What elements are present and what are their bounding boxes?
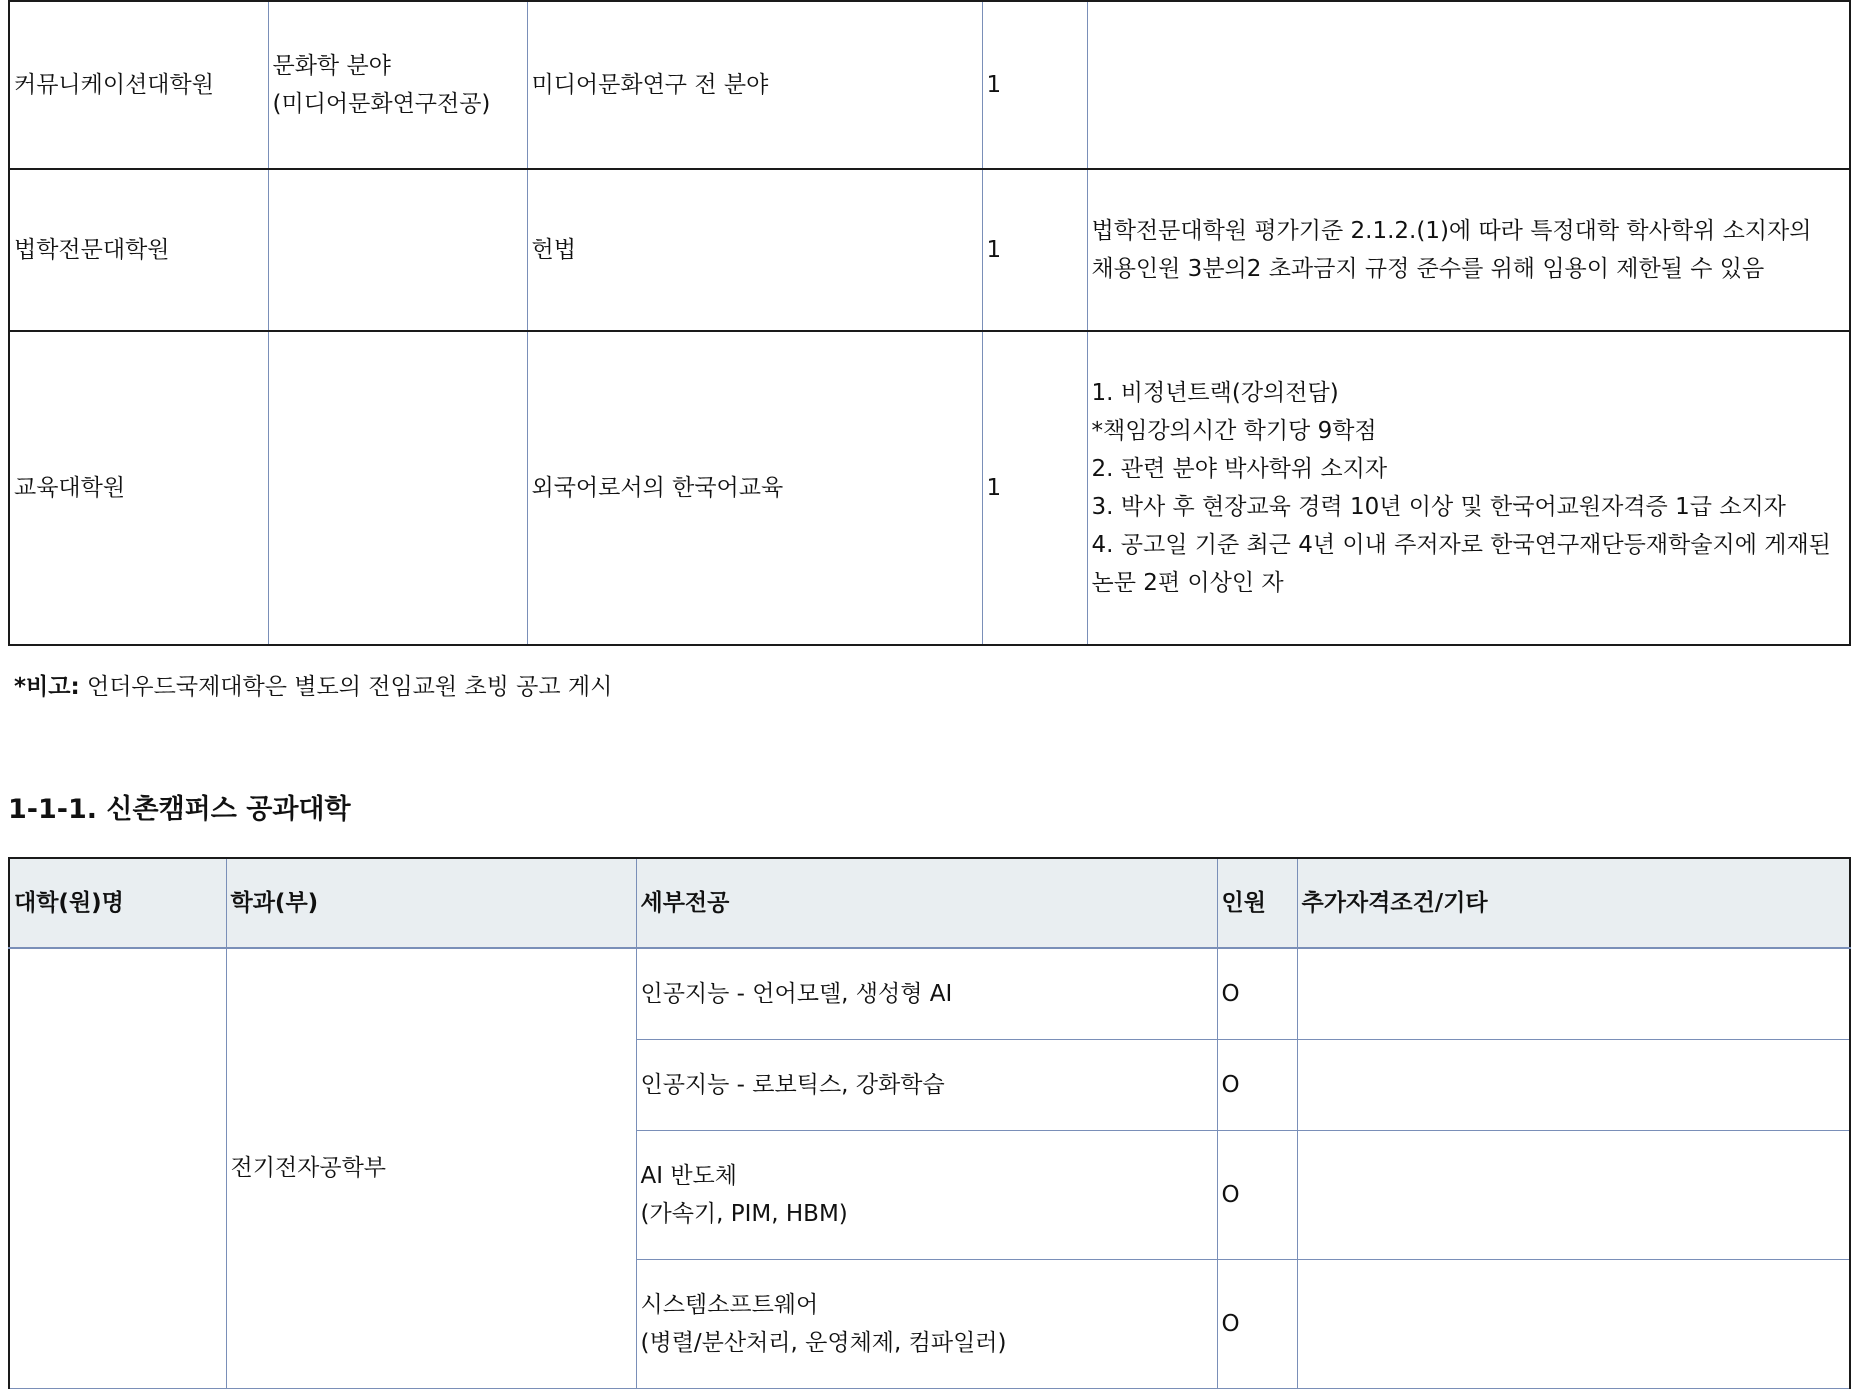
note-cell: 1. 비정년트랙(강의전담) *책임강의시간 학기당 9학점 2. 관련 분야 박사학위 소지자 3. 박사 후 현장교육 경력 10년 이상 및 한국어교원자격증 1급 소지자 4. 공고일 기준 최근 4년 이내 주저자로 한국연구재단등재학술지에 게재된 논문 2편 이상인 자 bbox=[1087, 331, 1850, 645]
dept-cell bbox=[268, 169, 527, 331]
college-cell: 교육대학원 bbox=[9, 331, 268, 645]
header-major: 세부전공 bbox=[636, 858, 1217, 948]
remark-label: *비고: bbox=[14, 674, 80, 700]
table-row bbox=[9, 331, 1850, 645]
count-cell: O bbox=[1217, 1259, 1297, 1388]
college-cell: 커뮤니케이션대학원 bbox=[9, 1, 268, 169]
table-row bbox=[9, 169, 1850, 331]
college-cell bbox=[9, 948, 226, 1388]
count-cell: 1 bbox=[982, 331, 1087, 645]
remark-note bbox=[14, 668, 612, 706]
major-cell: 인공지능 - 로보틱스, 강화학습 bbox=[636, 1039, 1217, 1130]
header-dept: 학과(부) bbox=[226, 858, 636, 948]
note-cell bbox=[1297, 1130, 1850, 1259]
note-cell bbox=[1297, 1039, 1850, 1130]
major-cell: 미디어문화연구 전 분야 bbox=[527, 1, 982, 169]
dept-cell: 전기전자공학부 bbox=[226, 948, 636, 1388]
faculty-table-engineering bbox=[8, 857, 1851, 1389]
table-row bbox=[9, 1, 1850, 169]
faculty-table-top bbox=[8, 0, 1851, 646]
major-cell: 헌법 bbox=[527, 169, 982, 331]
remark-text: 언더우드국제대학은 별도의 전임교원 초빙 공고 게시 bbox=[79, 674, 613, 700]
dept-cell bbox=[268, 331, 527, 645]
major-cell: 외국어로서의 한국어교육 bbox=[527, 331, 982, 645]
section-title: 1-1-1. 신촌캠퍼스 공과대학 bbox=[8, 794, 351, 825]
note-cell bbox=[1297, 1259, 1850, 1388]
dept-cell: 문화학 분야 (미디어문화연구전공) bbox=[268, 1, 527, 169]
count-cell: 1 bbox=[982, 1, 1087, 169]
header-college: 대학(원)명 bbox=[9, 858, 226, 948]
count-cell: O bbox=[1217, 1130, 1297, 1259]
major-cell: AI 반도체 (가속기, PIM, HBM) bbox=[636, 1130, 1217, 1259]
table-header-row bbox=[9, 858, 1850, 948]
note-cell bbox=[1297, 948, 1850, 1039]
note-cell: 법학전문대학원 평가기준 2.1.2.(1)에 따라 특정대학 학사학위 소지자의 채용인원 3분의2 초과금지 규정 준수를 위해 임용이 제한될 수 있음 bbox=[1087, 169, 1850, 331]
note-cell bbox=[1087, 1, 1850, 169]
header-count: 인원 bbox=[1217, 858, 1297, 948]
major-cell: 인공지능 - 언어모델, 생성형 AI bbox=[636, 948, 1217, 1039]
count-cell: O bbox=[1217, 1039, 1297, 1130]
major-cell: 시스템소프트웨어 (병렬/분산처리, 운영체제, 컴파일러) bbox=[636, 1259, 1217, 1388]
table-row bbox=[9, 948, 1850, 1039]
count-cell: 1 bbox=[982, 169, 1087, 331]
count-cell: O bbox=[1217, 948, 1297, 1039]
header-note: 추가자격조건/기타 bbox=[1297, 858, 1850, 948]
college-cell: 법학전문대학원 bbox=[9, 169, 268, 331]
